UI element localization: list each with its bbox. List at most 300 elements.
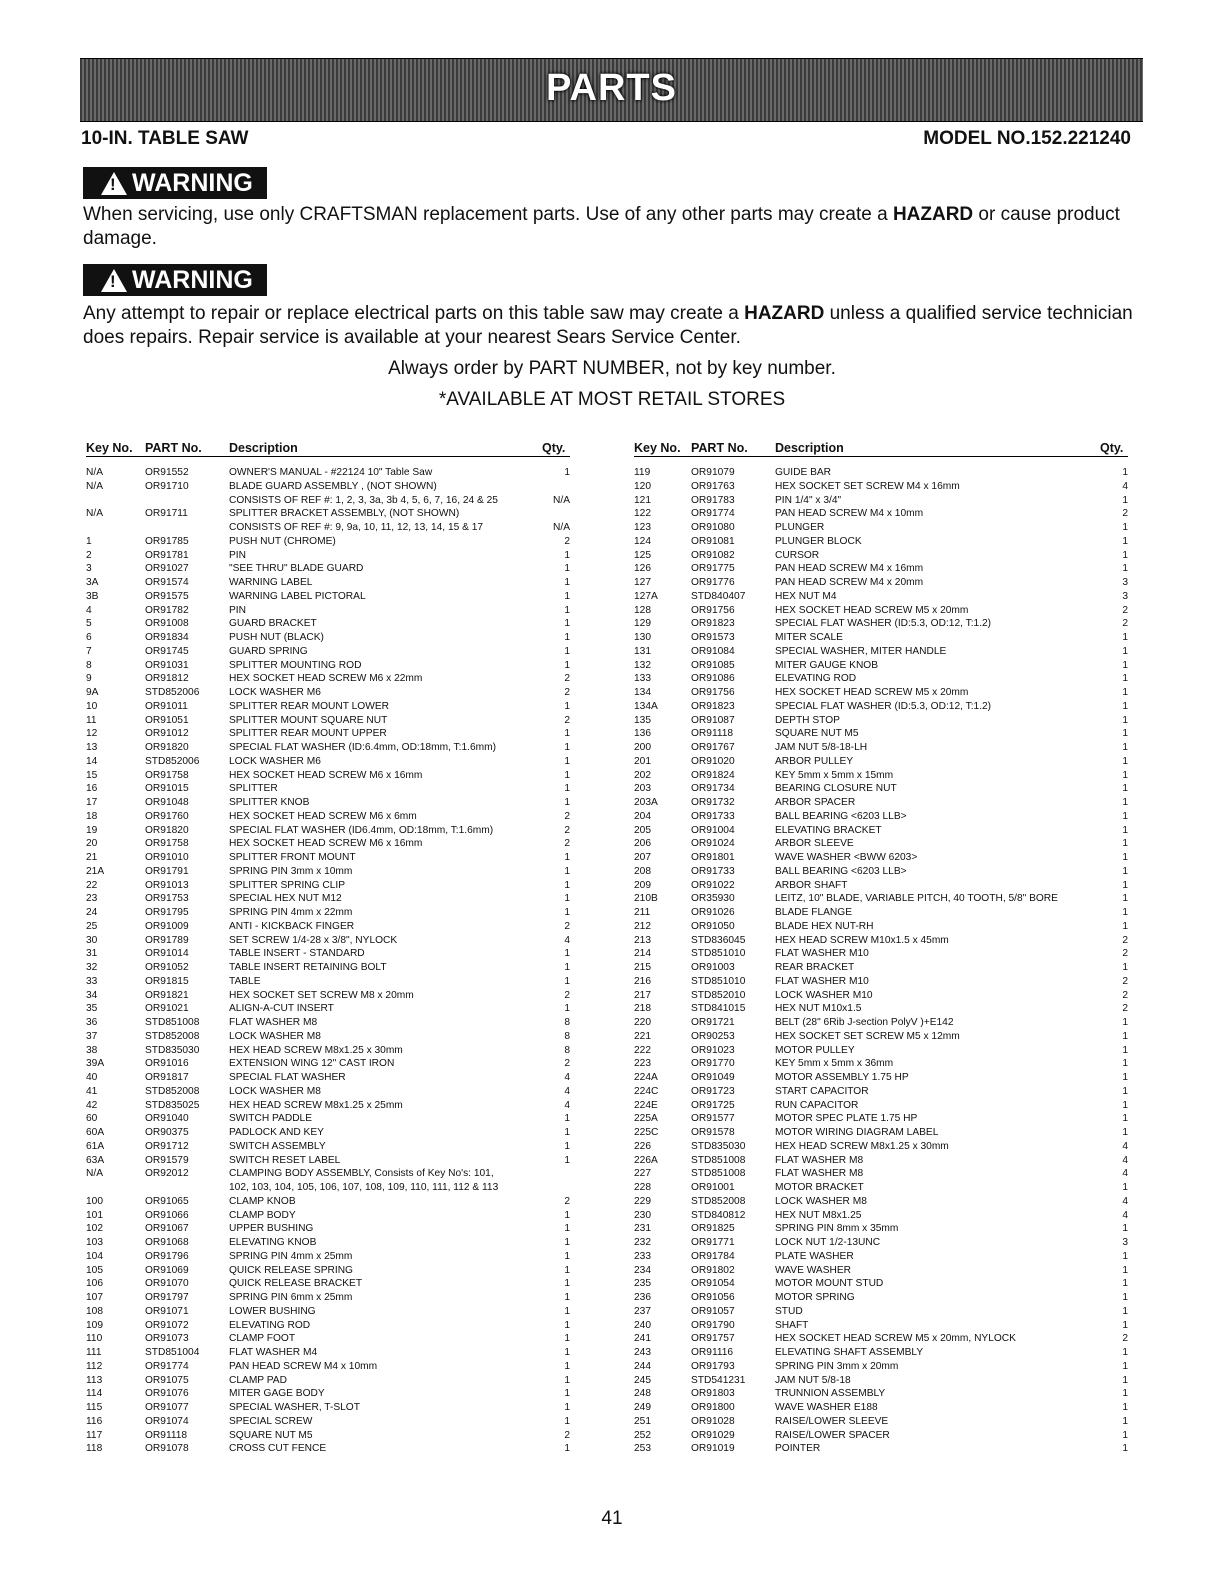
cell-description: MOTOR BRACKET (775, 1182, 864, 1193)
cell-description: RAISE/LOWER SLEEVE (775, 1415, 889, 1427)
cell-part-no: OR91795 (145, 907, 189, 918)
cell-description: HEX SOCKET SET SCREW M4 x 16mm (775, 480, 960, 492)
parts-row (634, 1030, 1128, 1044)
cell-qty: 4 (564, 1085, 570, 1097)
cell-key-no: 225A (634, 1113, 658, 1125)
cell-description: SPRING PIN 4mm x 25mm (229, 1250, 353, 1262)
cell-part-no: OR91801 (691, 852, 735, 863)
cell-qty: 1 (564, 1237, 570, 1248)
cell-qty: 1 (564, 1360, 570, 1372)
cell-description: SPLITTER (229, 783, 278, 795)
cell-qty: 1 (564, 1127, 570, 1138)
cell-part-no: OR91067 (145, 1223, 189, 1235)
cell-qty: 1 (564, 590, 570, 602)
cell-qty: 1 (564, 783, 570, 795)
cell-description: ARBOR SLEEVE (775, 838, 854, 850)
col-qty: Qty. (1100, 436, 1128, 457)
cell-key-no: 22 (86, 879, 98, 891)
cell-key-no: 60 (86, 1113, 98, 1125)
cell-part-no: OR91577 (691, 1113, 735, 1125)
parts-row (86, 1236, 570, 1250)
cell-part-no: OR91767 (691, 742, 735, 753)
cell-qty: 1 (564, 1264, 570, 1276)
cell-part-no: OR91076 (145, 1388, 189, 1400)
cell-key-no: 63A (86, 1154, 105, 1166)
cell-part-no: STD835030 (145, 1044, 200, 1056)
parts-row (634, 1057, 1128, 1071)
cell-part-no: OR91080 (691, 522, 735, 533)
parts-row (86, 672, 570, 686)
cell-qty: 1 (564, 549, 570, 561)
cell-key-no: 34 (86, 989, 98, 1001)
cell-qty: 1 (1122, 563, 1128, 575)
cell-description: GUIDE BAR (775, 467, 832, 478)
cell-description: WARNING LABEL PICTORAL (229, 590, 366, 602)
parts-row (634, 480, 1128, 494)
cell-part-no: OR91815 (145, 975, 189, 987)
cell-key-no: 37 (86, 1030, 98, 1042)
cell-part-no: OR91052 (145, 962, 189, 973)
cell-description: HEX NUT M4 (775, 590, 837, 602)
cell-qty: 4 (1122, 1168, 1128, 1180)
cell-key-no: 41 (86, 1085, 98, 1097)
cell-qty: 2 (1122, 934, 1128, 946)
cell-part-no: STD851008 (691, 1154, 746, 1166)
cell-part-no: OR91054 (691, 1278, 735, 1290)
cell-qty: 1 (1122, 1099, 1128, 1111)
cell-key-no: 114 (86, 1388, 103, 1400)
cell-description: REAR BRACKET (775, 962, 855, 973)
parts-row (634, 1209, 1128, 1223)
parts-row (634, 769, 1128, 783)
hazard-word: HAZARD (744, 303, 825, 324)
cell-key-no: 133 (634, 673, 651, 685)
parts-row (86, 1030, 570, 1044)
cell-part-no: OR91757 (691, 1333, 735, 1345)
cell-qty: N/A (553, 522, 570, 533)
cell-part-no: OR91756 (691, 604, 735, 616)
cell-part-no: OR90253 (691, 1030, 735, 1042)
warning-text-1 (83, 203, 1143, 251)
parts-row (86, 507, 570, 535)
cell-key-no: 35 (86, 1003, 98, 1015)
cell-qty: 1 (564, 1292, 570, 1303)
cell-part-no: OR91021 (145, 1003, 189, 1015)
parts-row (86, 1429, 570, 1443)
cell-key-no: 211 (634, 907, 651, 918)
cell-qty: 1 (1122, 1182, 1128, 1193)
cell-key-no: 136 (634, 728, 651, 740)
parts-row (86, 934, 570, 948)
cell-description: BALL BEARING <6203 LLB> (775, 810, 907, 822)
parts-row (86, 989, 570, 1003)
warning-text-2 (83, 302, 1143, 350)
parts-row (86, 851, 570, 865)
parts-row (86, 617, 570, 631)
cell-part-no: OR91015 (145, 783, 189, 795)
cell-qty: 1 (1122, 1292, 1128, 1303)
parts-row (86, 1305, 570, 1319)
cell-key-no: 4 (86, 604, 92, 616)
cell-part-no: OR91049 (691, 1072, 735, 1083)
cell-part-no: OR91029 (691, 1429, 735, 1441)
cell-qty: 1 (564, 1154, 570, 1166)
cell-key-no: 231 (634, 1223, 651, 1235)
warning-label: WARNING (132, 266, 253, 294)
parts-row (634, 975, 1128, 989)
cell-description: WARNING LABEL (229, 577, 313, 588)
cell-key-no: 109 (86, 1319, 103, 1331)
parts-row (634, 837, 1128, 851)
cell-description: BELT (28" 6Rib J-section PolyV )+E142 (775, 1017, 954, 1028)
cell-description: "SEE THRU" BLADE GUARD (229, 563, 364, 575)
cell-qty: 1 (564, 1250, 570, 1262)
parts-row (634, 961, 1128, 975)
cell-qty: 1 (1122, 673, 1128, 685)
cell-part-no: OR35930 (691, 893, 735, 905)
cell-qty: 4 (1122, 480, 1128, 492)
cell-qty: 1 (1122, 700, 1128, 712)
cell-part-no: OR91075 (145, 1374, 189, 1386)
parts-row (634, 989, 1128, 1003)
cell-key-no: 251 (634, 1415, 651, 1427)
cell-part-no: STD840407 (691, 590, 746, 602)
cell-description: SPECIAL WASHER, T-SLOT (229, 1402, 360, 1413)
cell-part-no: STD851004 (145, 1347, 200, 1358)
cell-key-no: 203 (634, 783, 651, 795)
parts-row (634, 1442, 1128, 1456)
cell-description: MOTOR ASSEMBLY 1.75 HP (775, 1072, 909, 1083)
cell-description: SPECIAL FLAT WASHER (ID:5.3, OD:12, T:1.2) (775, 618, 992, 630)
cell-part-no: OR91821 (145, 989, 189, 1001)
cell-part-no: OR91834 (145, 632, 189, 643)
cell-key-no: 224E (634, 1099, 658, 1111)
cell-description: MOTOR SPEC PLATE 1.75 HP (775, 1113, 918, 1125)
cell-part-no: OR91027 (145, 563, 189, 575)
cell-description: HEX SOCKET HEAD SCREW M6 x 22mm (229, 673, 423, 685)
cell-key-no: 252 (634, 1429, 651, 1441)
cell-key-no: 104 (86, 1250, 103, 1262)
cell-description: SPECIAL FLAT WASHER (ID6.4mm, OD:18mm, T:1.6mm) (229, 824, 494, 836)
cell-key-no: 217 (634, 989, 651, 1001)
cell-part-no: OR91072 (145, 1319, 189, 1331)
cell-part-no: OR91733 (691, 810, 735, 822)
cell-qty: 1 (564, 1415, 570, 1427)
cell-key-no: 12 (86, 728, 98, 740)
parts-row (634, 1002, 1128, 1016)
cell-qty: 2 (1122, 989, 1128, 1001)
cell-key-no: 2 (86, 549, 92, 561)
cell-qty: 1 (1122, 838, 1128, 850)
cell-key-no: 102 (86, 1223, 103, 1235)
cell-part-no: OR91087 (691, 714, 735, 726)
parts-row (634, 810, 1128, 824)
parts-row (634, 824, 1128, 838)
cell-key-no: 38 (86, 1044, 98, 1056)
cell-qty: 1 (564, 467, 570, 478)
cell-key-no: 226A (634, 1154, 658, 1166)
cell-description: ELEVATING ROD (775, 673, 857, 685)
cell-qty: 1 (1122, 810, 1128, 822)
parts-table-right (634, 436, 1128, 1456)
warning-text-part: or cause product damage. (83, 204, 1120, 249)
cell-qty: 1 (1122, 783, 1128, 795)
cell-key-no: 127A (634, 590, 658, 602)
cell-description: ARBOR SHAFT (775, 879, 848, 891)
cell-description: HEX SOCKET HEAD SCREW M5 x 20mm (775, 604, 969, 616)
cell-qty: 1 (564, 948, 570, 960)
cell-description: PIN (229, 549, 246, 561)
cell-key-no: 135 (634, 714, 651, 726)
col-qty: Qty. (542, 436, 570, 457)
cell-description: CLAMP FOOT (229, 1333, 296, 1345)
cell-qty: 1 (1122, 522, 1128, 533)
parts-row (86, 1044, 570, 1058)
parts-row (86, 714, 570, 728)
cell-description: SET SCREW 1/4-28 x 3/8", NYLOCK (229, 934, 398, 946)
cell-description: SPECIAL SCREW (229, 1415, 313, 1427)
cell-part-no: STD852008 (691, 1195, 746, 1207)
cell-part-no: STD841015 (691, 1003, 746, 1015)
parts-row (634, 1401, 1128, 1415)
parts-row (86, 796, 570, 810)
cell-description: FLAT WASHER M8 (775, 1168, 864, 1180)
parts-row (634, 604, 1128, 618)
parts-row (86, 1415, 570, 1429)
cell-description: LOCK NUT 1/2-13UNC (775, 1237, 881, 1248)
parts-row (634, 782, 1128, 796)
cell-key-no: 208 (634, 865, 651, 877)
cell-part-no: OR91753 (145, 893, 189, 905)
cell-qty: 1 (1122, 1429, 1128, 1441)
cell-key-no: 100 (86, 1195, 103, 1207)
warning-triangle-icon (101, 269, 127, 292)
parts-row (634, 521, 1128, 535)
parts-row (634, 1305, 1128, 1319)
cell-key-no: 226 (634, 1140, 651, 1152)
cell-qty: 1 (1122, 1030, 1128, 1042)
cell-key-no: 134A (634, 700, 658, 712)
cell-key-no: 103 (86, 1237, 103, 1248)
warning-badge-2 (83, 264, 267, 296)
cell-qty: 4 (1122, 1140, 1128, 1152)
cell-part-no: OR91118 (145, 1429, 188, 1441)
parts-row (86, 604, 570, 618)
cell-qty: 2 (564, 535, 570, 547)
cell-description: HEX HEAD SCREW M8x1.25 x 30mm (229, 1044, 403, 1056)
parts-row (634, 1415, 1128, 1429)
parts-row (634, 645, 1128, 659)
cell-key-no: 249 (634, 1402, 651, 1413)
cell-qty: 1 (1122, 535, 1128, 547)
parts-row (86, 1291, 570, 1305)
cell-key-no: 120 (634, 480, 651, 492)
cell-qty: 1 (564, 1305, 570, 1317)
cell-part-no: OR91820 (145, 824, 189, 836)
cell-description: RUN CAPACITOR (775, 1099, 859, 1111)
parts-row (634, 535, 1128, 549)
cell-qty: 1 (1122, 1017, 1128, 1028)
cell-part-no: STD835030 (691, 1140, 746, 1152)
cell-qty: 1 (1122, 549, 1128, 561)
cell-qty: 1 (1122, 1319, 1128, 1331)
parts-row (634, 851, 1128, 865)
cell-description: SPLITTER BRACKET ASSEMBLY, (NOT SHOWN) CONSISTS OF REF #: 9, 9a, 10, 11, 12, 13, 14, 15 & 17 (229, 508, 484, 533)
cell-description: ARBOR PULLEY (775, 755, 854, 767)
cell-qty: 1 (1122, 1415, 1128, 1427)
cell-part-no: OR91022 (691, 879, 735, 891)
cell-key-no: 14 (86, 755, 98, 767)
cell-key-no: 13 (86, 742, 98, 753)
parts-row (86, 1057, 570, 1071)
parts-row (86, 562, 570, 576)
cell-key-no: 203A (634, 797, 658, 808)
cell-part-no: OR91013 (145, 879, 189, 891)
cell-key-no: 234 (634, 1264, 651, 1276)
warning-text-part: When servicing, use only CRAFTSMAN replacement parts. Use of any other parts may create a (83, 204, 893, 225)
cell-qty: 1 (564, 879, 570, 891)
parts-row (634, 1277, 1128, 1291)
parts-row (86, 1126, 570, 1140)
cell-qty: 1 (1122, 1264, 1128, 1276)
banner-title: PARTS (546, 67, 677, 109)
cell-key-no: 21A (86, 865, 105, 877)
cell-key-no: 240 (634, 1319, 651, 1331)
cell-key-no: 110 (86, 1333, 103, 1345)
cell-qty: 1 (564, 1333, 570, 1345)
cell-key-no: 132 (634, 659, 651, 671)
cell-qty: 1 (1122, 494, 1128, 506)
cell-key-no: 131 (634, 645, 651, 657)
cell-description: CLAMP PAD (229, 1374, 287, 1386)
cell-key-no: 225C (634, 1127, 659, 1138)
parts-row (86, 906, 570, 920)
parts-row (634, 1154, 1128, 1168)
parts-row (86, 1346, 570, 1360)
cell-part-no: OR91776 (691, 577, 735, 588)
cell-description: PUSH NUT (CHROME) (229, 535, 336, 547)
cell-key-no: 124 (634, 535, 651, 547)
cell-qty: 1 (1122, 893, 1128, 905)
parts-row (86, 700, 570, 714)
parts-row (634, 1360, 1128, 1374)
cell-key-no: 105 (86, 1264, 103, 1276)
cell-qty: 2 (1122, 604, 1128, 616)
cell-description: GUARD BRACKET (229, 618, 317, 630)
cell-qty: 1 (1122, 1388, 1128, 1400)
cell-qty: 2 (564, 687, 570, 698)
cell-part-no: OR91010 (145, 852, 189, 863)
cell-key-no: 235 (634, 1278, 651, 1290)
parts-row (634, 741, 1128, 755)
cell-key-no: 126 (634, 563, 651, 575)
parts-row (634, 494, 1128, 508)
cell-qty: 1 (1122, 852, 1128, 863)
col-key-no: Key No. (634, 436, 691, 457)
cell-part-no: OR91048 (145, 797, 189, 808)
cell-description: CLAMP KNOB (229, 1195, 296, 1207)
cell-description: MITER GAUGE KNOB (775, 659, 879, 671)
cell-key-no: 36 (86, 1017, 98, 1028)
cell-part-no: OR91812 (145, 673, 189, 685)
cell-part-no: OR91024 (691, 838, 735, 850)
cell-description: FLAT WASHER M10 (775, 948, 869, 960)
cell-description: HEX SOCKET HEAD SCREW M5 x 20mm (775, 687, 969, 698)
parts-row (86, 769, 570, 783)
cell-part-no: OR91077 (145, 1402, 189, 1413)
cell-part-no: OR91711 (145, 508, 188, 520)
warning-badge-1 (83, 167, 267, 199)
cell-description: SPRING PIN 3mm x 20mm (775, 1360, 899, 1372)
cell-key-no: 244 (634, 1360, 651, 1372)
cell-part-no: STD851010 (691, 975, 746, 987)
cell-part-no: STD851008 (145, 1017, 200, 1028)
cell-description: SPLITTER MOUNTING ROD (229, 659, 362, 671)
cell-key-no: 23 (86, 893, 98, 905)
cell-part-no: OR91760 (145, 810, 189, 822)
cell-key-no: 220 (634, 1017, 651, 1028)
parts-row (634, 755, 1128, 769)
cell-part-no: OR91575 (145, 590, 189, 602)
cell-key-no: 130 (634, 632, 651, 643)
parts-row (86, 1112, 570, 1126)
cell-qty: 1 (564, 975, 570, 987)
cell-part-no: OR91723 (691, 1085, 735, 1097)
cell-key-no: 230 (634, 1209, 651, 1221)
cell-part-no: STD851008 (691, 1168, 746, 1180)
cell-description: HEX SOCKET HEAD SCREW M6 x 6mm (229, 810, 417, 822)
cell-part-no: OR91579 (145, 1154, 189, 1166)
parts-row (86, 1140, 570, 1154)
cell-qty: 2 (1122, 948, 1128, 960)
cell-key-no: 42 (86, 1099, 98, 1111)
cell-key-no: 125 (634, 549, 651, 561)
cell-qty: 4 (564, 934, 570, 946)
cell-description: LOCK WASHER M6 (229, 687, 321, 698)
cell-qty: 2 (564, 1429, 570, 1441)
cell-qty: 1 (1122, 962, 1128, 973)
cell-part-no: OR91574 (145, 577, 189, 588)
cell-part-no: OR91824 (691, 769, 735, 781)
cell-part-no: OR91066 (145, 1209, 189, 1221)
cell-qty: 1 (564, 563, 570, 575)
cell-qty: 1 (1122, 1347, 1128, 1358)
cell-description: FLAT WASHER M8 (775, 1154, 864, 1166)
cell-description: CROSS CUT FENCE (229, 1443, 327, 1455)
cell-part-no: OR91079 (691, 467, 735, 478)
cell-qty: 1 (1122, 1085, 1128, 1097)
parts-row (634, 1222, 1128, 1236)
cell-key-no: 6 (86, 632, 92, 643)
cell-key-no: 117 (86, 1429, 103, 1441)
page-number: 41 (601, 1508, 623, 1529)
cell-qty: 1 (564, 769, 570, 781)
parts-row (86, 1002, 570, 1016)
cell-key-no: 60A (86, 1127, 105, 1138)
parts-row (86, 1195, 570, 1209)
cell-description: CURSOR (775, 549, 820, 561)
cell-description: MOTOR PULLEY (775, 1044, 855, 1056)
cell-part-no: OR91116 (691, 1347, 734, 1358)
cell-qty: 3 (1122, 590, 1128, 602)
cell-key-no: 216 (634, 975, 651, 987)
cell-qty: 2 (564, 673, 570, 685)
cell-part-no: OR91552 (145, 467, 189, 478)
parts-row (634, 1319, 1128, 1333)
cell-key-no: 113 (86, 1374, 103, 1386)
col-key-no: Key No. (86, 436, 145, 457)
cell-qty: 4 (1122, 1195, 1128, 1207)
